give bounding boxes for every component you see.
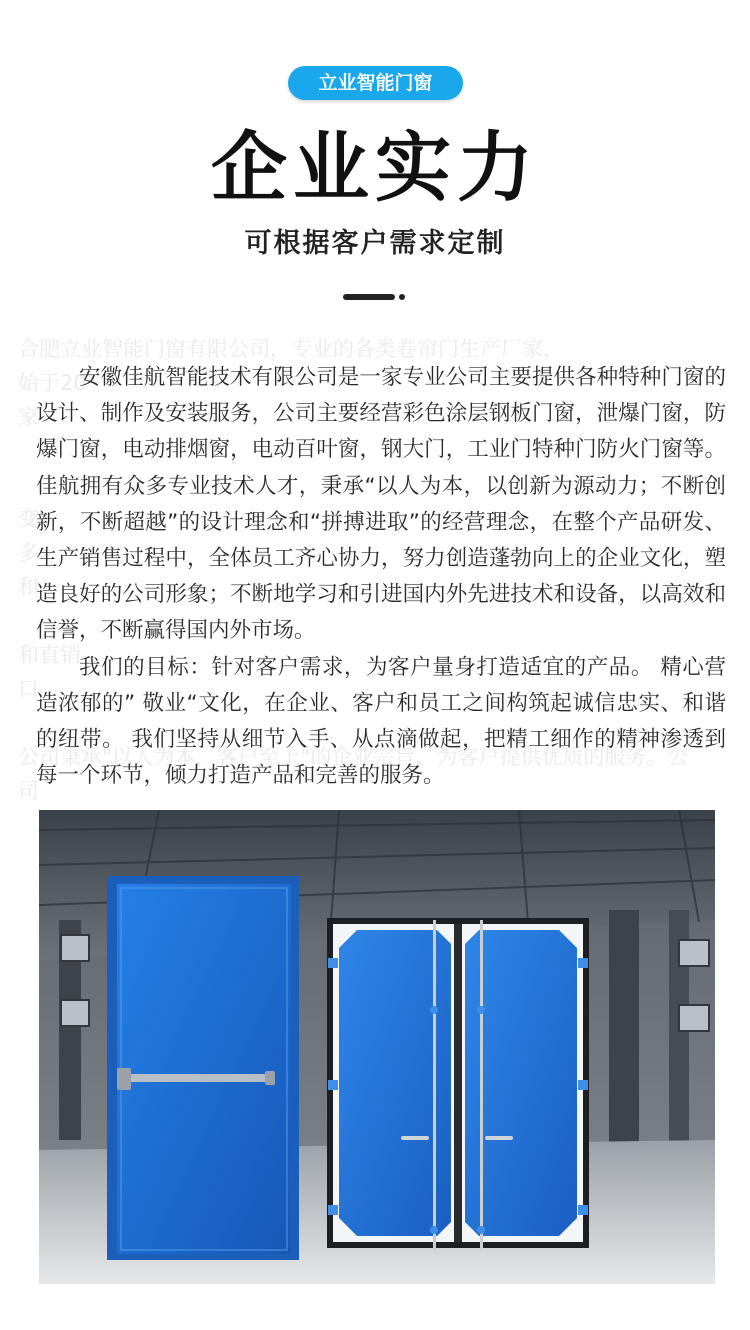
watermark-line: 和 [18,575,39,599]
description-paragraph-2: 我们的目标：针对客户需求，为客户量身打造适宜的产品。 精心营造浓郁的” 敬业“文化，在企业、客户和员工之间构筑起诚信忠实、和谐的纽带。 我们坚持从细节入手、从点滴做起，把精工细作的精神渗透到每一个环节，倾力打造产品和完善的服务。 [36,654,726,789]
company-description [36,360,726,794]
page-title: 企业实力 [211,123,539,212]
watermark-line: 口 [18,677,39,701]
watermark-line: 多 [18,541,39,565]
door-product-illustration [39,810,715,1284]
watermark-line: 公司秉承"以人为本，客户至上"的企业宗旨，为客户提供优质的服务。公 [18,745,689,769]
watermark-line: 合肥立业智能门窗有限公司，专业的各类卷帘门生产厂家， [18,337,564,361]
watermark-line: 和直销 [18,643,81,667]
watermark-line: 变 [18,507,39,531]
title-divider [343,294,405,300]
description-paragraph-1: 安徽佳航智能技术有限公司是一家专业公司主要提供各种特种门窗的设计、制作及安装服务，公司主要经营彩色涂层钢板门窗，泄爆门窗，防爆门窗，电动排烟窗，电动百叶窗，钢大门，工业门特种门防火门窗等。 佳航拥有众多专业技术人才，秉承“以人为本，以创新为源动力；不断创新，不断超越”的设计理念和“拼搏进取”的经营理念，在整个产品研发、生产销售过程中，全体员工齐心协力，努力创造蓬勃向上的企业文化，塑造良好的公司形象；不断地学习和引进国内外先进技术和设备，以高效和信誉，不断赢得国内外市场。 [36,365,726,644]
watermark-line: 始于20 [18,371,87,395]
brand-badge: 立业智能门窗 [288,66,463,100]
page-subtitle: 可根据客户需求定制 [244,228,506,259]
watermark-line: 家 [18,405,39,429]
watermark-line: 司 [18,779,39,803]
product-photo [39,810,715,1284]
divider-bar [343,294,395,300]
divider-dot [399,294,405,300]
